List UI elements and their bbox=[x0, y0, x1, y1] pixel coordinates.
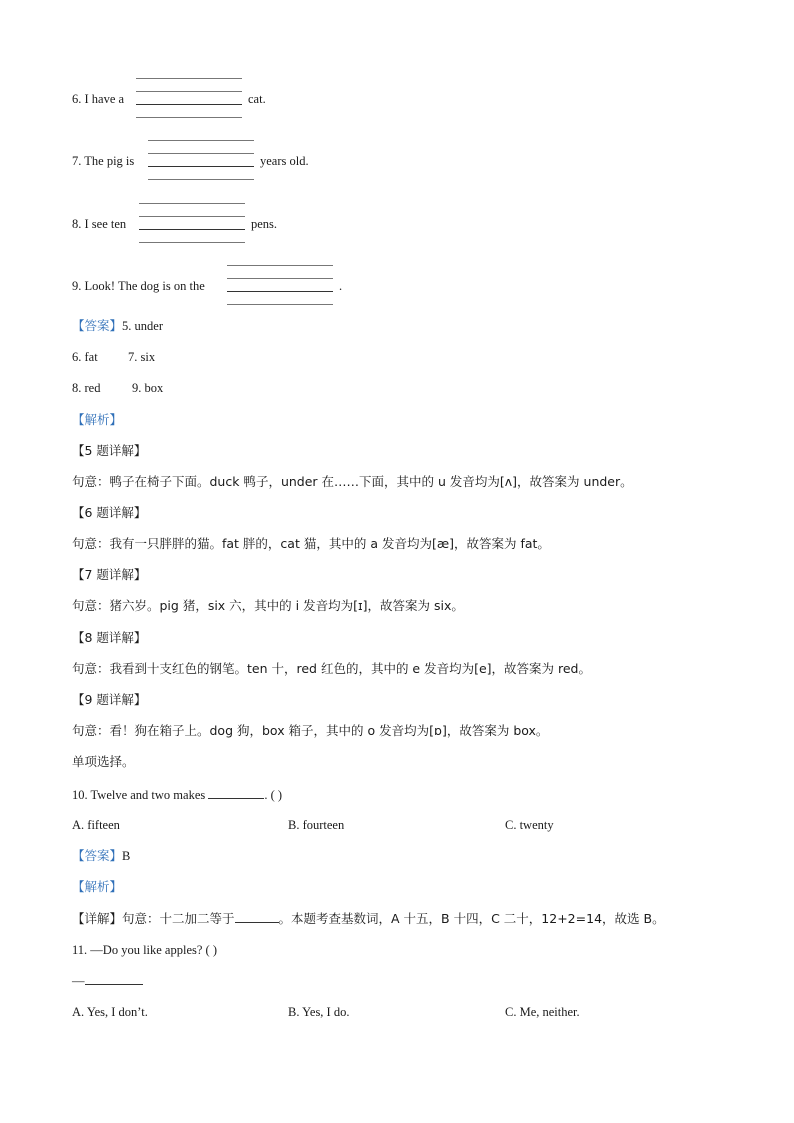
option-a: A. fifteen bbox=[72, 818, 120, 832]
answer-tag: 【答案】 bbox=[72, 318, 123, 333]
detail-body-6 bbox=[72, 536, 550, 552]
detail-body-5 bbox=[72, 474, 633, 490]
detail-text: 句意：十二加二等于 bbox=[122, 911, 235, 926]
detail-body-7 bbox=[72, 598, 464, 614]
detail-head: 【5 题详解】 bbox=[72, 443, 147, 458]
answer-line bbox=[132, 380, 163, 396]
section-title bbox=[72, 754, 135, 770]
detail-heading-5 bbox=[72, 443, 146, 459]
answer-tag: 【答案】 bbox=[72, 848, 123, 863]
question-stem: 10. Twelve and two makes bbox=[72, 788, 206, 802]
answer-value: B bbox=[122, 849, 131, 863]
answer-line bbox=[72, 318, 163, 334]
reply-blank bbox=[85, 984, 143, 985]
detail-body: 句意：猪六岁。pig 猪，six 六，其中的 i 发音均为[ɪ]，故答案为 six。 bbox=[72, 598, 464, 613]
fill-item-text: 9. Look! The dog is on the bbox=[72, 279, 205, 293]
analysis-heading bbox=[72, 412, 122, 428]
detail-heading-7 bbox=[72, 567, 146, 583]
section-title-text: 单项选择。 bbox=[72, 754, 135, 769]
fill-item-text: years old. bbox=[260, 154, 309, 168]
answer-5: 5. under bbox=[122, 319, 163, 333]
answer-6: 6. fat bbox=[72, 350, 98, 364]
option-a: A. Yes, I don’t. bbox=[72, 1005, 148, 1019]
detail-body-8 bbox=[72, 661, 591, 677]
detail-body-9 bbox=[72, 723, 548, 739]
detail-head: 【7 题详解】 bbox=[72, 567, 147, 582]
writing-lines bbox=[136, 78, 242, 118]
analysis-tag: 【解析】 bbox=[72, 412, 123, 427]
detail-heading-8 bbox=[72, 630, 146, 646]
detail-heading-9 bbox=[72, 692, 146, 708]
question-11 bbox=[72, 942, 217, 958]
q10-analysis-heading bbox=[72, 879, 122, 895]
detail-text: 。本题考查基数词，A 十五，B 十四，C 二十，12+2=14，故选 B。 bbox=[278, 911, 665, 926]
detail-body: 句意：看！狗在箱子上。dog 狗，box 箱子，其中的 o 发音均为[ɒ]，故答案为 box。 bbox=[72, 723, 549, 738]
detail-body: 句意：我看到十支红色的钢笔。ten 十，red 红色的，其中的 e 发音均为[e]，故答案为 red。 bbox=[72, 661, 591, 676]
q10-detail bbox=[72, 911, 665, 927]
detail-tag: 【详解】 bbox=[72, 911, 123, 926]
option-b: B. Yes, I do. bbox=[288, 1005, 350, 1019]
answer-line bbox=[72, 380, 100, 396]
answer-9: 9. box bbox=[132, 381, 164, 395]
answer-line bbox=[72, 349, 98, 365]
question-stem: 11. —Do you like apples? ( ) bbox=[72, 943, 217, 957]
writing-lines bbox=[148, 140, 254, 180]
question-stem-end: . ( ) bbox=[264, 788, 283, 802]
fill-item-text: pens. bbox=[251, 217, 278, 231]
question-10 bbox=[72, 787, 282, 803]
option-b: B. fourteen bbox=[288, 818, 345, 832]
detail-body: 句意：我有一只胖胖的猫。fat 胖的，cat 猫，其中的 a 发音均为[æ]，故答案为 fat。 bbox=[72, 536, 550, 551]
writing-lines bbox=[139, 203, 245, 243]
option-c: C. Me, neither. bbox=[505, 1005, 580, 1019]
fill-item-text: 7. The pig is bbox=[72, 154, 135, 168]
fill-item-text: 8. I see ten bbox=[72, 217, 127, 231]
q10-answer bbox=[72, 848, 130, 864]
reply-dash: — bbox=[72, 974, 85, 988]
option-c: C. twenty bbox=[505, 818, 554, 832]
detail-heading-6 bbox=[72, 505, 146, 521]
q11-reply bbox=[72, 973, 143, 989]
detail-head: 【6 题详解】 bbox=[72, 505, 147, 520]
detail-blank bbox=[235, 922, 279, 923]
detail-head: 【8 题详解】 bbox=[72, 630, 147, 645]
answer-8: 8. red bbox=[72, 381, 101, 395]
detail-head: 【9 题详解】 bbox=[72, 692, 147, 707]
answer-7: 7. six bbox=[128, 350, 156, 364]
answer-line bbox=[128, 349, 155, 365]
analysis-tag: 【解析】 bbox=[72, 879, 123, 894]
answer-blank bbox=[208, 798, 264, 799]
detail-body: 句意：鸭子在椅子下面。duck 鸭子，under 在……下面，其中的 u 发音均为[ʌ]，故答案为 under。 bbox=[72, 474, 633, 489]
fill-item-text: . bbox=[339, 279, 343, 293]
fill-item-text: cat. bbox=[248, 92, 266, 106]
writing-lines bbox=[227, 265, 333, 305]
fill-item-text: 6. I have a bbox=[72, 92, 125, 106]
